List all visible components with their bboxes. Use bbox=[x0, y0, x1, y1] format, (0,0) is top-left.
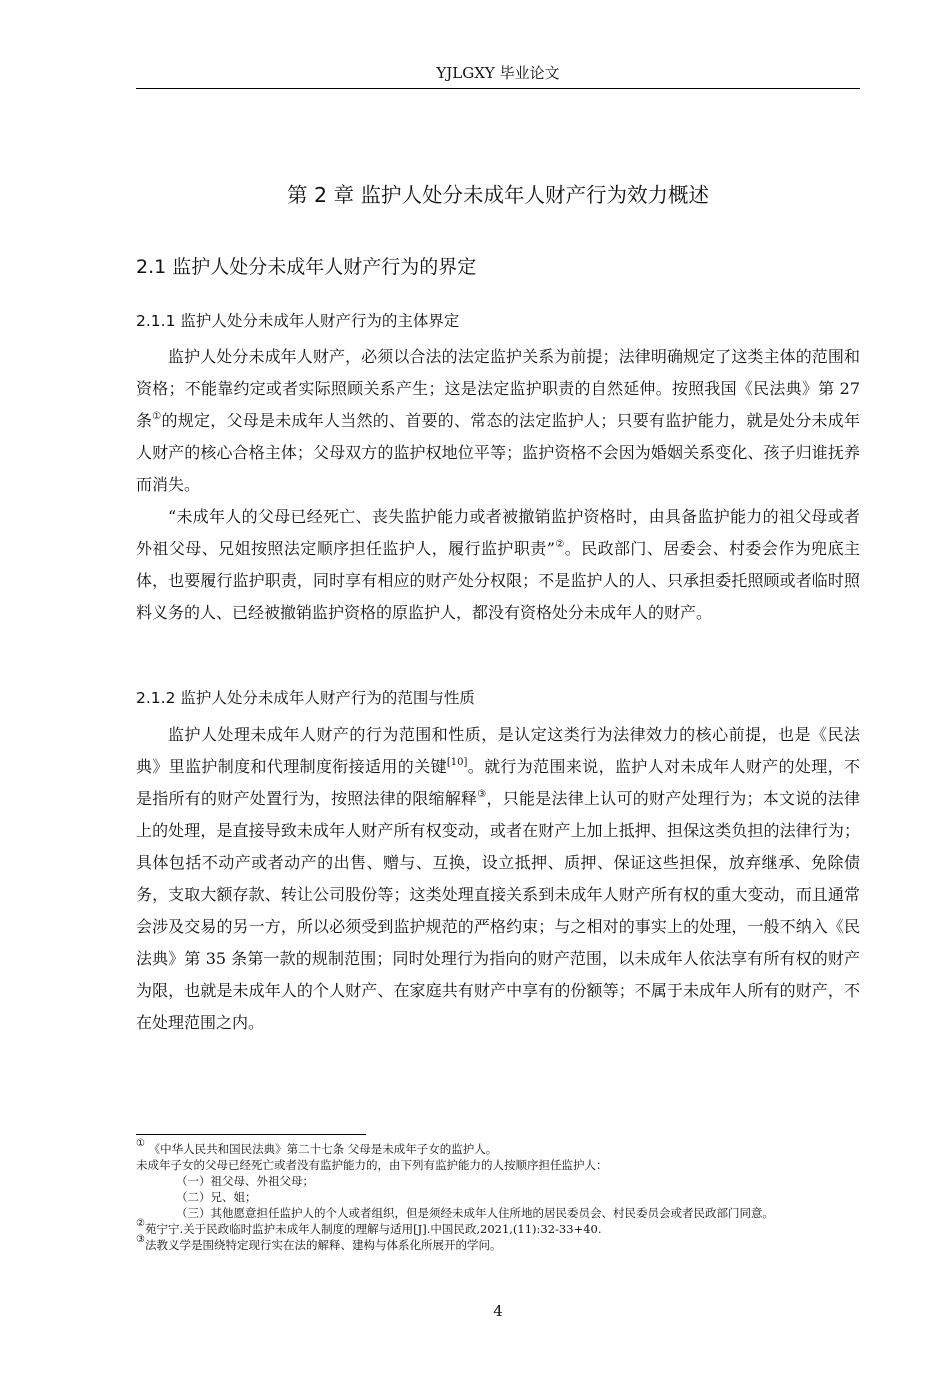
subsection-heading-2-1-2: 2.1.2 监护人处分未成年人财产行为的范围与性质 bbox=[136, 689, 475, 707]
footnote-rule bbox=[136, 1134, 366, 1135]
footnote-2: ②苑宁宁.关于民政临时监护未成年人制度的理解与适用[J].中国民政,2021,(11):32-33+40. bbox=[136, 1218, 602, 1236]
subsection-heading-2-1-1: 2.1.1 监护人处分未成年人财产行为的主体界定 bbox=[136, 312, 460, 330]
footnotes bbox=[136, 1138, 860, 1253]
chapter-title: 第 2 章 监护人处分未成年人财产行为效力概述 bbox=[286, 183, 710, 207]
footnote-1-line-2: 未成年子女的父母已经死亡或者没有监护能力的，由下列有监护能力的人按顺序担任监护人： bbox=[136, 1158, 608, 1172]
footnote-3: ③法教义学是围绕特定现行实在法的解释、建构与体系化所展开的学问。 bbox=[136, 1234, 502, 1252]
page-number: 4 bbox=[493, 1302, 503, 1320]
section-heading: 2.1 监护人处分未成年人财产行为的界定 bbox=[136, 256, 477, 278]
running-header: YJLGXY 毕业论文 bbox=[436, 64, 560, 82]
footnote-ref-3[interactable]: ③ bbox=[477, 789, 487, 800]
footnote-1-item-2: （二）兄、姐； bbox=[176, 1190, 257, 1204]
footnote-ref-2[interactable]: ② bbox=[554, 539, 565, 550]
footnote-ref-1[interactable]: ① bbox=[152, 411, 162, 422]
footnote-1-line-1: ① 《中华人民共和国民法典》第二十七条 父母是未成年子女的监护人。 bbox=[136, 1138, 498, 1156]
paragraph-subject-2: “未成年人的父母已经死亡、丧失监护能力或者被撤销监护资格时，由具备监护能力的祖父母或者外祖父母、兄姐按照法定顺序担任监护人，履行监护职责”②。民政部门、居委会、村委会作为兜底主体，也要履行监护职责，同时享有相应的财产处分权限；不是监护人的人、只承担委托照顾或者临时照料义务的人、已经被撤销监护资格的原监护人，都没有资格处分未成年人的财产。 bbox=[136, 507, 860, 622]
paragraph-subject-1: 监护人处分未成年人财产，必须以合法的法定监护关系为前提；法律明确规定了这类主体的范围和资格；不能靠约定或者实际照顾关系产生；这是法定监护职责的自然延伸。按照我国《民法典》第 27 条①的规定，父母是未成年人当然的、首要的、常态的法定监护人；只要有监护能力，就是处分未成年人财产的核心合格主体；父母双方的监护权地位平等；监护资格不会因为婚姻关系变化、孩子归谁抚养而消失。 bbox=[136, 347, 860, 494]
footnote-1-item-1: （一）祖父母、外祖父母； bbox=[176, 1174, 314, 1188]
paragraph-scope: 监护人处理未成年人财产的行为范围和性质，是认定这类行为法律效力的核心前提，也是《民法典》里监护制度和代理制度衔接适用的关键[10]。就行为范围来说，监护人对未成年人财产的处理，不是指所有的财产处置行为，按照法律的限缩解释③，只能是法律上认可的财产处理行为；本文说的法律上的处理，是直接导致未成年人财产所有权变动，或者在财产上加上抵押、担保这类负担的法律行为；具体包括不动产或者动产的出售、赠与、互换，设立抵押、质押、保证这些担保，放弃继承、免除债务，支取大额存款、转让公司股份等；这类处理直接关系到未成年人财产所有权的重大变动，而且通常会涉及交易的另一方，所以必须受到监护规范的严格约束；与之相对的事实上的处理，一般不纳入《民法典》第 35 条第一款的规制范围；同时处理行为指向的财产范围，以未成年人依法享有所有权的财产为限，也就是未成年人的个人财产、在家庭共有财产中享有的份额等；不属于未成年人所有的财产，不在处理范围之内。 bbox=[136, 725, 860, 1032]
footnote-1-item-3: （三）其他愿意担任监护人的个人或者组织，但是须经未成年人住所地的居民委员会、村民委员会或者民政部门同意。 bbox=[176, 1206, 774, 1220]
citation-ref-10[interactable]: [10] bbox=[446, 757, 468, 768]
header-rule bbox=[136, 88, 860, 89]
